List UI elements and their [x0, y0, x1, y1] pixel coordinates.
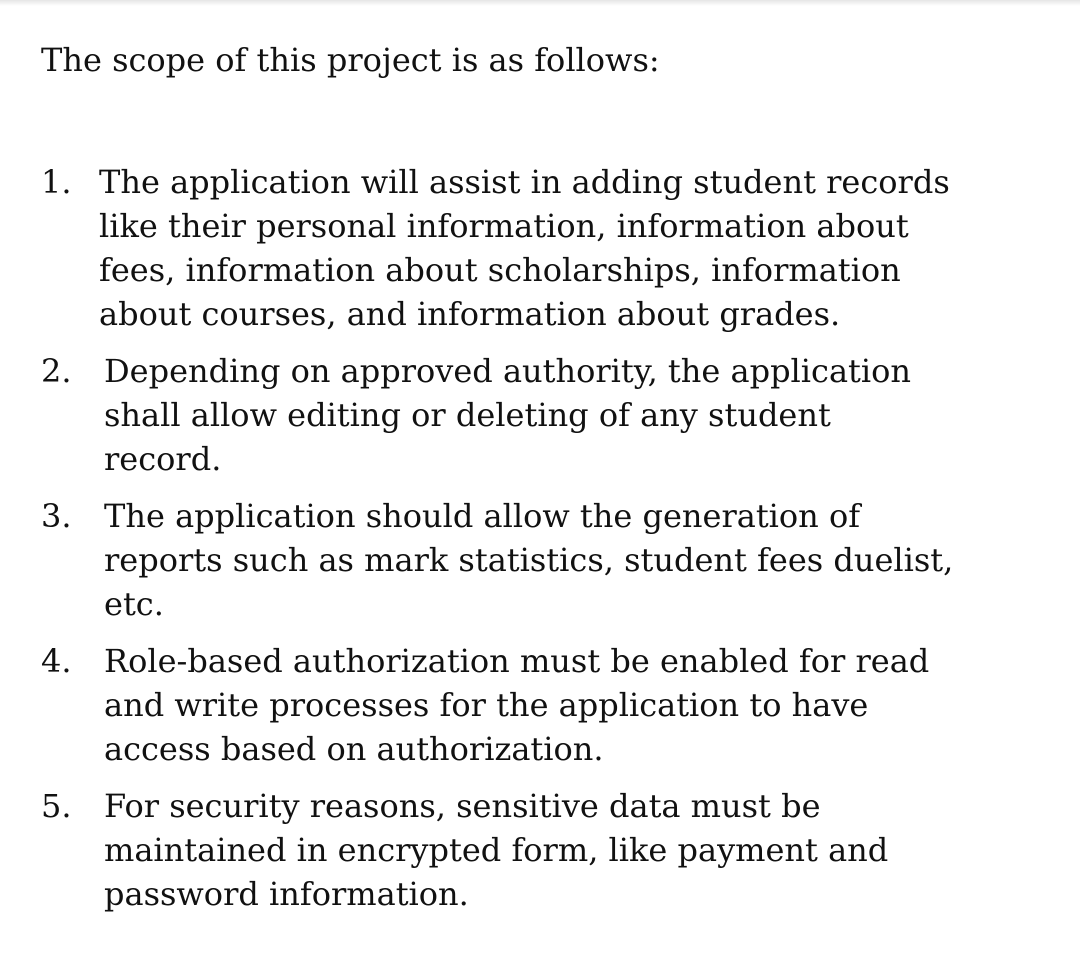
list-item-line: fees, information about scholarships, information [99, 251, 901, 289]
list-item-text [104, 494, 953, 626]
list-item-line: like their personal information, information about [99, 207, 909, 245]
list-item-line: The application should allow the generation of [104, 497, 861, 535]
list-item-number: 4. [41, 642, 72, 680]
list-item-line: The application will assist in adding student records [99, 163, 950, 201]
list-item-line: about courses, and information about grades. [99, 295, 841, 333]
list-item-line: access based on authorization. [104, 730, 604, 768]
list-item-number: 5. [41, 787, 72, 825]
list-item-line: record. [104, 440, 222, 478]
list-item-line: maintained in encrypted form, like payment and [104, 831, 889, 869]
list-item-number: 3. [41, 497, 72, 535]
list-item-line: For security reasons, sensitive data must be [104, 787, 821, 825]
intro-text: The scope of this project is as follows: [41, 41, 660, 79]
list-item-text [104, 639, 929, 771]
list-item-text [99, 160, 950, 336]
list-item-text [104, 784, 888, 916]
list-item-number: 2. [41, 352, 72, 390]
list-item [41, 639, 1001, 771]
list-item-line: Depending on approved authority, the application [104, 352, 911, 390]
list-item-line: reports such as mark statistics, student fees duelist, [104, 541, 954, 579]
list-item-line: shall allow editing or deleting of any student [104, 396, 831, 434]
list-item-line: Role-based authorization must be enabled for read [104, 642, 930, 680]
list-item-number: 1. [41, 163, 72, 201]
list-item [41, 784, 1001, 916]
list-item [41, 349, 1001, 481]
list-item [41, 160, 1001, 336]
list-item-line: password information. [104, 875, 469, 913]
list-item [41, 494, 1001, 626]
list-item-text [104, 349, 911, 481]
list-item-line: and write processes for the application to have [104, 686, 869, 724]
list-item-line: etc. [104, 585, 164, 623]
